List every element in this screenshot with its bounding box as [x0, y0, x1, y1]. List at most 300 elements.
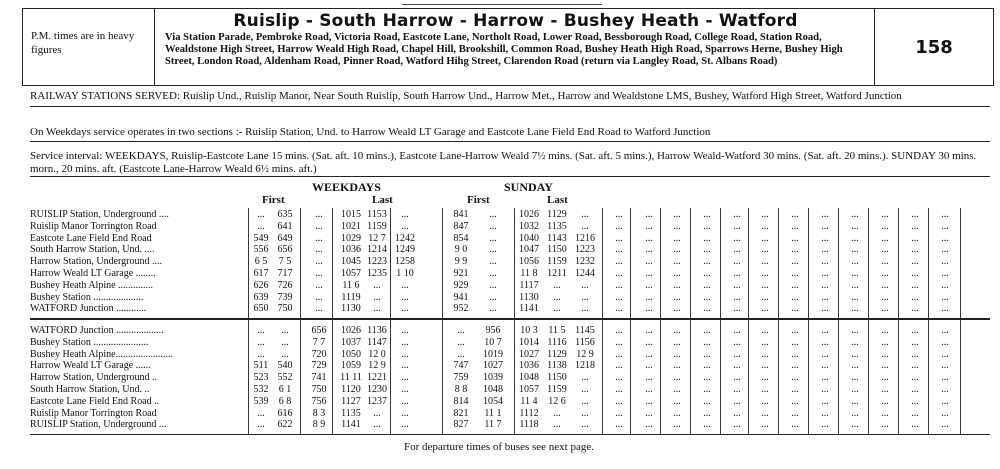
time-cell: ... — [761, 209, 769, 220]
time-cell: ... — [733, 348, 741, 360]
time-cell: ... — [673, 232, 681, 244]
time-cell: ... — [401, 209, 409, 220]
time-cell: 1232 — [575, 256, 595, 268]
column-rule — [514, 208, 515, 434]
time-cell: ... — [645, 407, 653, 419]
time-cell: 650 — [253, 303, 269, 315]
time-cell: ... — [489, 209, 497, 220]
time-cell: ... — [881, 232, 889, 244]
bottom-rule — [30, 434, 990, 435]
time-cell: ... — [941, 256, 949, 268]
stop-name: Harrow Weald LT Garage ........ — [30, 269, 156, 279]
time-cell: ... — [553, 303, 561, 315]
time-cell: ... — [315, 232, 323, 244]
time-cell: 1221 — [367, 372, 387, 384]
time-cell: ... — [851, 384, 859, 395]
time-cell: ... — [791, 407, 799, 419]
time-cell: ... — [821, 291, 829, 303]
time-cell: ... — [911, 268, 919, 279]
time-cell: ... — [401, 360, 409, 372]
column-rule — [630, 208, 631, 434]
time-cell: 1242 — [395, 232, 415, 244]
time-cell: 1037 — [341, 336, 361, 348]
route-number: 158 — [915, 36, 953, 58]
time-cell: 523 — [253, 372, 269, 384]
time-cell: 1045 — [341, 256, 361, 268]
time-cell: ... — [615, 395, 623, 407]
time-cell: ... — [821, 407, 829, 419]
time-cell: ... — [761, 232, 769, 244]
time-cell: ... — [257, 336, 265, 348]
time-cell: ... — [733, 244, 741, 256]
time-cell: ... — [851, 395, 859, 407]
time-cell: ... — [257, 325, 265, 336]
time-cell: 617 — [253, 268, 269, 279]
time-cell: ... — [615, 232, 623, 244]
time-cell: ... — [761, 244, 769, 256]
time-cell: ... — [733, 256, 741, 268]
time-cell: ... — [791, 279, 799, 291]
time-cell: 1153 — [367, 209, 387, 220]
time-cell: ... — [881, 395, 889, 407]
column-rule — [748, 208, 749, 434]
time-cell: ... — [911, 384, 919, 395]
time-cell: ... — [489, 220, 497, 232]
time-cell: 921 — [453, 268, 469, 279]
time-cell: ... — [881, 407, 889, 419]
time-cell: ... — [761, 256, 769, 268]
time-cell: ... — [615, 291, 623, 303]
time-cell: ... — [881, 291, 889, 303]
service-interval: Service interval: WEEKDAYS, Ruislip-Eastcote Lane 15 mins. (Sat. aft. 10 mins.), Eastcote Lane-Harrow Weald 7½ mins. (Sat. aft. 5 mins.), Harrow Weald-Watford 30 mins. (Sat. aft. 20 mins.). SUNDAY 30 mins. morn., 20 mins. aft. (Eastcote Lane-Harrow Weald 6½ mins. aft.) — [30, 150, 977, 175]
time-cell: ... — [615, 268, 623, 279]
section-divider — [30, 318, 990, 320]
time-cell: ... — [851, 419, 859, 431]
time-cell: ... — [911, 372, 919, 384]
time-cell: ... — [881, 268, 889, 279]
time-cell: ... — [733, 220, 741, 232]
time-cell: ... — [791, 256, 799, 268]
time-cell: 750 — [311, 384, 327, 395]
time-cell: ... — [615, 209, 623, 220]
time-cell: ... — [791, 303, 799, 315]
time-cell: ... — [401, 419, 409, 431]
time-cell: 11 11 — [340, 372, 362, 384]
time-cell: 1156 — [575, 336, 595, 348]
sunday-heading: SUNDAY — [504, 180, 553, 194]
time-cell: 11 7 — [484, 419, 502, 431]
time-cell: 1244 — [575, 268, 595, 279]
time-cell: 552 — [277, 372, 293, 384]
time-cell: 1117 — [519, 279, 539, 291]
time-cell: ... — [851, 268, 859, 279]
time-cell: ... — [941, 384, 949, 395]
time-cell: 1116 — [547, 336, 567, 348]
time-cell: ... — [941, 360, 949, 372]
time-cell: ... — [489, 303, 497, 315]
time-cell: 626 — [253, 279, 269, 291]
time-cell: 1054 — [483, 395, 503, 407]
time-cell: ... — [821, 348, 829, 360]
time-cell: ... — [489, 268, 497, 279]
time-cell: ... — [851, 209, 859, 220]
time-cell: ... — [703, 407, 711, 419]
time-cell: ... — [941, 407, 949, 419]
time-cell: 7 7 — [312, 336, 326, 348]
time-cell: ... — [703, 268, 711, 279]
time-cell: ... — [791, 384, 799, 395]
time-cell: ... — [911, 256, 919, 268]
column-rule — [248, 208, 249, 434]
time-cell: ... — [791, 360, 799, 372]
time-cell: ... — [821, 232, 829, 244]
time-cell: ... — [645, 279, 653, 291]
sunday-last: Last — [547, 194, 568, 206]
time-cell: 1027 — [483, 360, 503, 372]
time-cell: ... — [761, 220, 769, 232]
time-cell: 511 — [253, 360, 269, 372]
time-cell: ... — [941, 372, 949, 384]
time-cell: ... — [581, 279, 589, 291]
time-cell: ... — [881, 360, 889, 372]
time-cell: ... — [581, 303, 589, 315]
time-cell: ... — [911, 291, 919, 303]
column-rule — [390, 208, 391, 434]
time-cell: 952 — [453, 303, 469, 315]
time-cell: 1021 — [341, 220, 361, 232]
rule — [30, 176, 990, 177]
time-cell: ... — [733, 407, 741, 419]
time-cell: ... — [911, 325, 919, 336]
time-cell: ... — [761, 395, 769, 407]
time-cell: ... — [821, 303, 829, 315]
time-cell: ... — [761, 372, 769, 384]
time-cell: 1014 — [519, 336, 539, 348]
time-cell: ... — [703, 384, 711, 395]
time-cell: ... — [733, 384, 741, 395]
time-cell: ... — [703, 220, 711, 232]
time-cell: ... — [615, 220, 623, 232]
time-cell: ... — [821, 209, 829, 220]
time-cell: ... — [673, 303, 681, 315]
time-cell: ... — [373, 303, 381, 315]
time-cell: 11 1 — [484, 407, 502, 419]
column-rule — [300, 208, 301, 434]
time-cell: ... — [673, 372, 681, 384]
time-cell: 1230 — [367, 384, 387, 395]
time-cell: 1048 — [519, 372, 539, 384]
time-cell: ... — [703, 360, 711, 372]
time-cell: ... — [673, 279, 681, 291]
time-cell: 11 5 — [548, 325, 566, 336]
time-cell: ... — [851, 303, 859, 315]
time-cell: 656 — [311, 325, 327, 336]
time-cell: ... — [851, 232, 859, 244]
time-cell: 717 — [277, 268, 293, 279]
stop-name: South Harrow Station, Und. .... — [30, 245, 155, 256]
time-cell: 1159 — [367, 220, 387, 232]
time-cell: ... — [911, 209, 919, 220]
time-cell: ... — [645, 336, 653, 348]
time-cell: ... — [851, 336, 859, 348]
time-cell: 635 — [277, 209, 293, 220]
time-cell: ... — [851, 291, 859, 303]
time-cell: ... — [645, 220, 653, 232]
time-cell: ... — [761, 336, 769, 348]
time-cell: ... — [615, 348, 623, 360]
time-cell: 8 9 — [312, 419, 326, 431]
time-cell: 1059 — [341, 360, 361, 372]
time-cell: ... — [645, 325, 653, 336]
time-cell: ... — [315, 268, 323, 279]
time-cell: ... — [791, 395, 799, 407]
stop-name: RUISLIP Station, Underground ... — [30, 420, 167, 431]
time-cell: 656 — [277, 244, 293, 256]
time-cell: ... — [673, 268, 681, 279]
time-cell: ... — [941, 232, 949, 244]
time-cell: ... — [703, 244, 711, 256]
time-cell: 540 — [277, 360, 293, 372]
time-cell: ... — [457, 336, 465, 348]
time-cell: ... — [703, 303, 711, 315]
time-cell: ... — [733, 360, 741, 372]
time-cell: ... — [257, 419, 265, 431]
column-rule — [602, 208, 603, 434]
time-cell: ... — [703, 372, 711, 384]
time-cell: ... — [553, 291, 561, 303]
time-cell: 1032 — [519, 220, 539, 232]
time-cell: ... — [761, 348, 769, 360]
time-cell: ... — [761, 360, 769, 372]
time-cell: ... — [821, 268, 829, 279]
stop-name: WATFORD Junction ................... — [30, 326, 164, 336]
time-cell: 1057 — [519, 384, 539, 395]
time-cell: 956 — [485, 325, 501, 336]
time-cell: ... — [881, 348, 889, 360]
time-cell: 729 — [311, 360, 327, 372]
time-cell: 1218 — [575, 360, 595, 372]
time-cell: 11 4 — [520, 395, 538, 407]
time-cell: 1129 — [547, 348, 567, 360]
stop-name: Harrow Station, Underground .... — [30, 257, 163, 268]
time-cell: ... — [941, 303, 949, 315]
time-cell: ... — [581, 407, 589, 419]
time-cell: 1118 — [519, 419, 539, 431]
time-cell: 847 — [453, 220, 469, 232]
time-cell: ... — [851, 325, 859, 336]
time-cell: 1129 — [547, 209, 567, 220]
weekday-note: On Weekdays service operates in two sections :- Ruislip Station, Und. to Harrow Weald LT Garage and Eastcote Lane Field End Road to Watford Junction — [30, 126, 990, 142]
time-cell: 1235 — [367, 268, 387, 279]
time-cell: 1050 — [341, 348, 361, 360]
time-cell: ... — [315, 279, 323, 291]
time-cell: 1214 — [367, 244, 387, 256]
pm-note: P.M. times are in heavy figures — [23, 9, 155, 85]
time-cell: ... — [673, 325, 681, 336]
time-cell: 854 — [453, 232, 469, 244]
time-cell: ... — [581, 395, 589, 407]
time-cell: ... — [673, 384, 681, 395]
time-cell: ... — [673, 360, 681, 372]
time-cell: 1216 — [575, 232, 595, 244]
weekdays-heading: WEEKDAYS — [312, 180, 381, 194]
time-cell: 1159 — [547, 384, 567, 395]
time-cell: ... — [581, 419, 589, 431]
column-rule — [720, 208, 721, 434]
time-cell: ... — [373, 407, 381, 419]
column-rule — [660, 208, 661, 434]
time-cell: ... — [257, 220, 265, 232]
time-cell: 1130 — [341, 303, 361, 315]
time-cell: ... — [615, 372, 623, 384]
time-cell: 1015 — [341, 209, 361, 220]
time-cell: ... — [791, 244, 799, 256]
column-rule — [960, 208, 961, 434]
top-rule — [402, 0, 602, 5]
stop-name: Eastcote Lane Field End Road — [30, 233, 152, 244]
railway-stations: RAILWAY STATIONS SERVED: Ruislip Und., Ruislip Manor, Near South Ruislip, South Harrow Und., Harrow Met., Harrow and Wealdstone LMS, Bushey, Watford High Street, Watford Junction — [30, 90, 990, 107]
time-cell: ... — [941, 209, 949, 220]
time-cell: 11 6 — [342, 279, 360, 291]
time-cell: ... — [911, 220, 919, 232]
time-cell: ... — [645, 372, 653, 384]
time-cell: ... — [581, 372, 589, 384]
time-cell: 616 — [277, 407, 293, 419]
time-cell: 1141 — [519, 303, 539, 315]
time-cell: 1130 — [519, 291, 539, 303]
time-cell: 6 1 — [278, 384, 292, 395]
time-cell: 827 — [453, 419, 469, 431]
time-cell: ... — [645, 419, 653, 431]
time-cell: ... — [911, 407, 919, 419]
column-rule — [690, 208, 691, 434]
time-cell: 1047 — [519, 244, 539, 256]
time-cell: ... — [673, 291, 681, 303]
time-cell: ... — [941, 279, 949, 291]
time-cell: ... — [703, 395, 711, 407]
time-cell: ... — [553, 419, 561, 431]
time-cell: ... — [401, 279, 409, 291]
time-cell: ... — [401, 336, 409, 348]
time-cell: ... — [673, 395, 681, 407]
time-cell: ... — [401, 325, 409, 336]
time-cell: ... — [851, 256, 859, 268]
time-cell: 8 3 — [312, 407, 326, 419]
time-cell: ... — [489, 256, 497, 268]
time-cell: ... — [615, 279, 623, 291]
timetable-page — [2, 0, 996, 469]
time-cell: ... — [941, 395, 949, 407]
time-cell: ... — [733, 336, 741, 348]
time-cell: ... — [821, 372, 829, 384]
time-cell: 532 — [253, 384, 269, 395]
time-cell: ... — [791, 336, 799, 348]
time-cell: 1 10 — [396, 268, 414, 279]
time-cell: ... — [703, 325, 711, 336]
time-cell: 1141 — [341, 419, 361, 431]
time-cell: ... — [911, 336, 919, 348]
time-cell: ... — [281, 325, 289, 336]
time-cell: ... — [881, 336, 889, 348]
time-cell: ... — [881, 384, 889, 395]
time-cell: 1026 — [519, 209, 539, 220]
route-description — [155, 9, 875, 85]
time-cell: ... — [373, 279, 381, 291]
column-rule — [442, 208, 443, 434]
time-cell: 1223 — [575, 244, 595, 256]
time-cell: ... — [821, 244, 829, 256]
time-cell: ... — [941, 325, 949, 336]
time-cell: ... — [315, 291, 323, 303]
time-cell: 1150 — [547, 244, 567, 256]
time-cell: ... — [673, 336, 681, 348]
stop-name: Ruislip Manor Torrington Road — [30, 408, 157, 419]
time-cell: ... — [821, 220, 829, 232]
time-cell: ... — [615, 419, 623, 431]
time-cell: 1211 — [547, 268, 567, 279]
time-cell: ... — [457, 348, 465, 360]
time-cell: 756 — [311, 395, 327, 407]
time-cell: ... — [881, 209, 889, 220]
time-cell: ... — [645, 209, 653, 220]
time-cell: 1237 — [367, 395, 387, 407]
time-cell: ... — [703, 336, 711, 348]
time-cell: ... — [761, 384, 769, 395]
time-cell: 1145 — [575, 325, 595, 336]
time-cell: ... — [821, 256, 829, 268]
time-cell: 747 — [453, 360, 469, 372]
time-cell: ... — [703, 291, 711, 303]
time-cell: 6 8 — [278, 395, 292, 407]
time-cell: ... — [401, 384, 409, 395]
time-cell: ... — [645, 384, 653, 395]
time-cell: 1027 — [519, 348, 539, 360]
time-cell: ... — [673, 419, 681, 431]
time-cell: ... — [703, 348, 711, 360]
time-cell: ... — [257, 348, 265, 360]
time-cell: ... — [615, 360, 623, 372]
time-cell: ... — [911, 303, 919, 315]
time-cell: ... — [791, 348, 799, 360]
time-cell: ... — [703, 232, 711, 244]
time-cell: ... — [401, 372, 409, 384]
time-cell: ... — [703, 209, 711, 220]
time-cell: ... — [673, 256, 681, 268]
time-cell: ... — [821, 279, 829, 291]
time-cell: ... — [761, 325, 769, 336]
time-cell: ... — [401, 291, 409, 303]
time-cell: ... — [761, 407, 769, 419]
time-cell: 549 — [253, 232, 269, 244]
time-cell: ... — [791, 419, 799, 431]
time-cell: 1040 — [519, 232, 539, 244]
time-cell: 1258 — [395, 256, 415, 268]
time-cell: ... — [733, 279, 741, 291]
column-rule — [838, 208, 839, 434]
stop-name: RUISLIP Station, Underground .... — [30, 210, 169, 220]
time-cell: ... — [791, 232, 799, 244]
time-cell: 1223 — [367, 256, 387, 268]
route-via: Via Station Parade, Pembroke Road, Victoria Road, Eastcote Lane, Northolt Road, Lower Road, Bessborough Road, College Road, Station Road, Wealdstone High Street, Harrow Weald High Road, Chapel Hill, Brookshill, Common Road, Bushey Heath High Road, Sparrows Herne, Bushey High Street, London Road, Aldenham Road, Pinner Road, Watford Hihg Street, Clarendon Road (return via Langley Road, St. Albans Road) — [165, 32, 843, 67]
time-cell: ... — [911, 348, 919, 360]
time-cell: ... — [553, 407, 561, 419]
weekday-first: First — [262, 194, 285, 206]
time-cell: ... — [761, 279, 769, 291]
time-cell: 1136 — [367, 325, 387, 336]
time-cell: ... — [615, 407, 623, 419]
column-rule — [778, 208, 779, 434]
time-cell: 1029 — [341, 232, 361, 244]
